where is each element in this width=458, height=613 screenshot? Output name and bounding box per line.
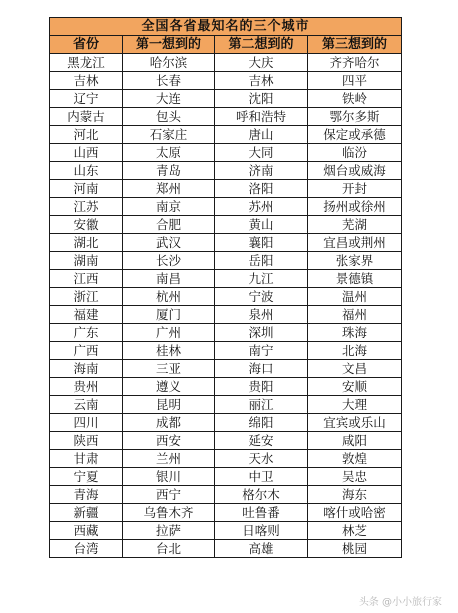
table-row	[50, 324, 402, 342]
third-city-cell: 安顺	[308, 378, 402, 396]
second-city-cell: 襄阳	[215, 234, 308, 252]
third-city-cell: 宜昌或荆州	[308, 234, 402, 252]
first-city-cell: 昆明	[123, 396, 215, 414]
second-city-cell: 岳阳	[215, 252, 308, 270]
table-row	[50, 72, 402, 90]
province-cell: 河南	[50, 180, 123, 198]
province-cell: 甘肃	[50, 450, 123, 468]
table-row	[50, 180, 402, 198]
table-row	[50, 288, 402, 306]
table-row	[50, 540, 402, 558]
first-city-cell: 南昌	[123, 270, 215, 288]
first-city-cell: 大连	[123, 90, 215, 108]
table-row	[50, 522, 402, 540]
second-city-cell: 海口	[215, 360, 308, 378]
first-city-cell: 遵义	[123, 378, 215, 396]
third-city-cell: 福州	[308, 306, 402, 324]
first-city-cell: 台北	[123, 540, 215, 558]
third-city-cell: 张家界	[308, 252, 402, 270]
second-city-cell: 苏州	[215, 198, 308, 216]
third-city-cell: 保定或承德	[308, 126, 402, 144]
province-cell: 青海	[50, 486, 123, 504]
table-row	[50, 504, 402, 522]
first-city-cell: 兰州	[123, 450, 215, 468]
second-city-cell: 日喀则	[215, 522, 308, 540]
city-table	[49, 17, 402, 558]
first-city-cell: 哈尔滨	[123, 54, 215, 72]
first-city-cell: 拉萨	[123, 522, 215, 540]
province-cell: 江西	[50, 270, 123, 288]
table-title-row	[50, 18, 402, 36]
third-city-cell: 吴忠	[308, 468, 402, 486]
table-title: 全国各省最知名的三个城市	[50, 18, 402, 36]
table-row	[50, 450, 402, 468]
first-city-cell: 长沙	[123, 252, 215, 270]
header-first-city: 第一想到的	[123, 36, 215, 54]
first-city-cell: 银川	[123, 468, 215, 486]
table-header-row	[50, 36, 402, 54]
second-city-cell: 贵阳	[215, 378, 308, 396]
second-city-cell: 绵阳	[215, 414, 308, 432]
table-row	[50, 378, 402, 396]
province-cell: 吉林	[50, 72, 123, 90]
first-city-cell: 桂林	[123, 342, 215, 360]
first-city-cell: 杭州	[123, 288, 215, 306]
second-city-cell: 中卫	[215, 468, 308, 486]
second-city-cell: 宁波	[215, 288, 308, 306]
second-city-cell: 唐山	[215, 126, 308, 144]
table-row	[50, 270, 402, 288]
watermark: 头条 @小小旅行家	[358, 597, 442, 608]
third-city-cell: 珠海	[308, 324, 402, 342]
second-city-cell: 大同	[215, 144, 308, 162]
table-row	[50, 216, 402, 234]
province-cell: 海南	[50, 360, 123, 378]
second-city-cell: 九江	[215, 270, 308, 288]
first-city-cell: 成都	[123, 414, 215, 432]
province-cell: 广西	[50, 342, 123, 360]
second-city-cell: 济南	[215, 162, 308, 180]
table-body	[50, 54, 402, 558]
first-city-cell: 长春	[123, 72, 215, 90]
table-row	[50, 468, 402, 486]
first-city-cell: 南京	[123, 198, 215, 216]
province-cell: 山东	[50, 162, 123, 180]
table-row	[50, 126, 402, 144]
third-city-cell: 扬州或徐州	[308, 198, 402, 216]
third-city-cell: 北海	[308, 342, 402, 360]
third-city-cell: 景德镇	[308, 270, 402, 288]
province-cell: 贵州	[50, 378, 123, 396]
table-row	[50, 306, 402, 324]
province-cell: 江苏	[50, 198, 123, 216]
third-city-cell: 喀什或哈密	[308, 504, 402, 522]
province-cell: 福建	[50, 306, 123, 324]
province-cell: 四川	[50, 414, 123, 432]
third-city-cell: 临汾	[308, 144, 402, 162]
table-row	[50, 252, 402, 270]
first-city-cell: 合肥	[123, 216, 215, 234]
second-city-cell: 深圳	[215, 324, 308, 342]
province-cell: 黑龙江	[50, 54, 123, 72]
second-city-cell: 黄山	[215, 216, 308, 234]
province-cell: 安徽	[50, 216, 123, 234]
table-row	[50, 432, 402, 450]
header-province: 省份	[50, 36, 123, 54]
province-cell: 湖南	[50, 252, 123, 270]
province-cell: 山西	[50, 144, 123, 162]
second-city-cell: 延安	[215, 432, 308, 450]
second-city-cell: 天水	[215, 450, 308, 468]
city-table-sheet	[49, 17, 401, 558]
second-city-cell: 吐鲁番	[215, 504, 308, 522]
first-city-cell: 厦门	[123, 306, 215, 324]
table-row	[50, 396, 402, 414]
third-city-cell: 开封	[308, 180, 402, 198]
first-city-cell: 太原	[123, 144, 215, 162]
third-city-cell: 四平	[308, 72, 402, 90]
first-city-cell: 西安	[123, 432, 215, 450]
first-city-cell: 郑州	[123, 180, 215, 198]
third-city-cell: 咸阳	[308, 432, 402, 450]
province-cell: 河北	[50, 126, 123, 144]
third-city-cell: 文昌	[308, 360, 402, 378]
second-city-cell: 泉州	[215, 306, 308, 324]
third-city-cell: 林芝	[308, 522, 402, 540]
table-row	[50, 162, 402, 180]
third-city-cell: 芜湖	[308, 216, 402, 234]
third-city-cell: 铁岭	[308, 90, 402, 108]
third-city-cell: 温州	[308, 288, 402, 306]
table-row	[50, 486, 402, 504]
table-row	[50, 108, 402, 126]
header-third-city: 第三想到的	[308, 36, 402, 54]
table-row	[50, 198, 402, 216]
third-city-cell: 烟台或威海	[308, 162, 402, 180]
third-city-cell: 鄂尔多斯	[308, 108, 402, 126]
province-cell: 宁夏	[50, 468, 123, 486]
province-cell: 内蒙古	[50, 108, 123, 126]
first-city-cell: 广州	[123, 324, 215, 342]
table-row	[50, 414, 402, 432]
province-cell: 广东	[50, 324, 123, 342]
header-second-city: 第二想到的	[215, 36, 308, 54]
second-city-cell: 高雄	[215, 540, 308, 558]
third-city-cell: 大理	[308, 396, 402, 414]
third-city-cell: 敦煌	[308, 450, 402, 468]
first-city-cell: 西宁	[123, 486, 215, 504]
table-row	[50, 90, 402, 108]
province-cell: 台湾	[50, 540, 123, 558]
table-row	[50, 54, 402, 72]
second-city-cell: 呼和浩特	[215, 108, 308, 126]
first-city-cell: 石家庄	[123, 126, 215, 144]
table-row	[50, 234, 402, 252]
first-city-cell: 三亚	[123, 360, 215, 378]
second-city-cell: 南宁	[215, 342, 308, 360]
third-city-cell: 齐齐哈尔	[308, 54, 402, 72]
province-cell: 西藏	[50, 522, 123, 540]
table-row	[50, 342, 402, 360]
second-city-cell: 洛阳	[215, 180, 308, 198]
second-city-cell: 吉林	[215, 72, 308, 90]
first-city-cell: 包头	[123, 108, 215, 126]
province-cell: 浙江	[50, 288, 123, 306]
second-city-cell: 大庆	[215, 54, 308, 72]
second-city-cell: 格尔木	[215, 486, 308, 504]
table-row	[50, 360, 402, 378]
first-city-cell: 乌鲁木齐	[123, 504, 215, 522]
province-cell: 湖北	[50, 234, 123, 252]
province-cell: 辽宁	[50, 90, 123, 108]
province-cell: 云南	[50, 396, 123, 414]
province-cell: 新疆	[50, 504, 123, 522]
third-city-cell: 海东	[308, 486, 402, 504]
province-cell: 陕西	[50, 432, 123, 450]
second-city-cell: 沈阳	[215, 90, 308, 108]
first-city-cell: 武汉	[123, 234, 215, 252]
third-city-cell: 桃园	[308, 540, 402, 558]
third-city-cell: 宜宾或乐山	[308, 414, 402, 432]
table-row	[50, 144, 402, 162]
second-city-cell: 丽江	[215, 396, 308, 414]
first-city-cell: 青岛	[123, 162, 215, 180]
